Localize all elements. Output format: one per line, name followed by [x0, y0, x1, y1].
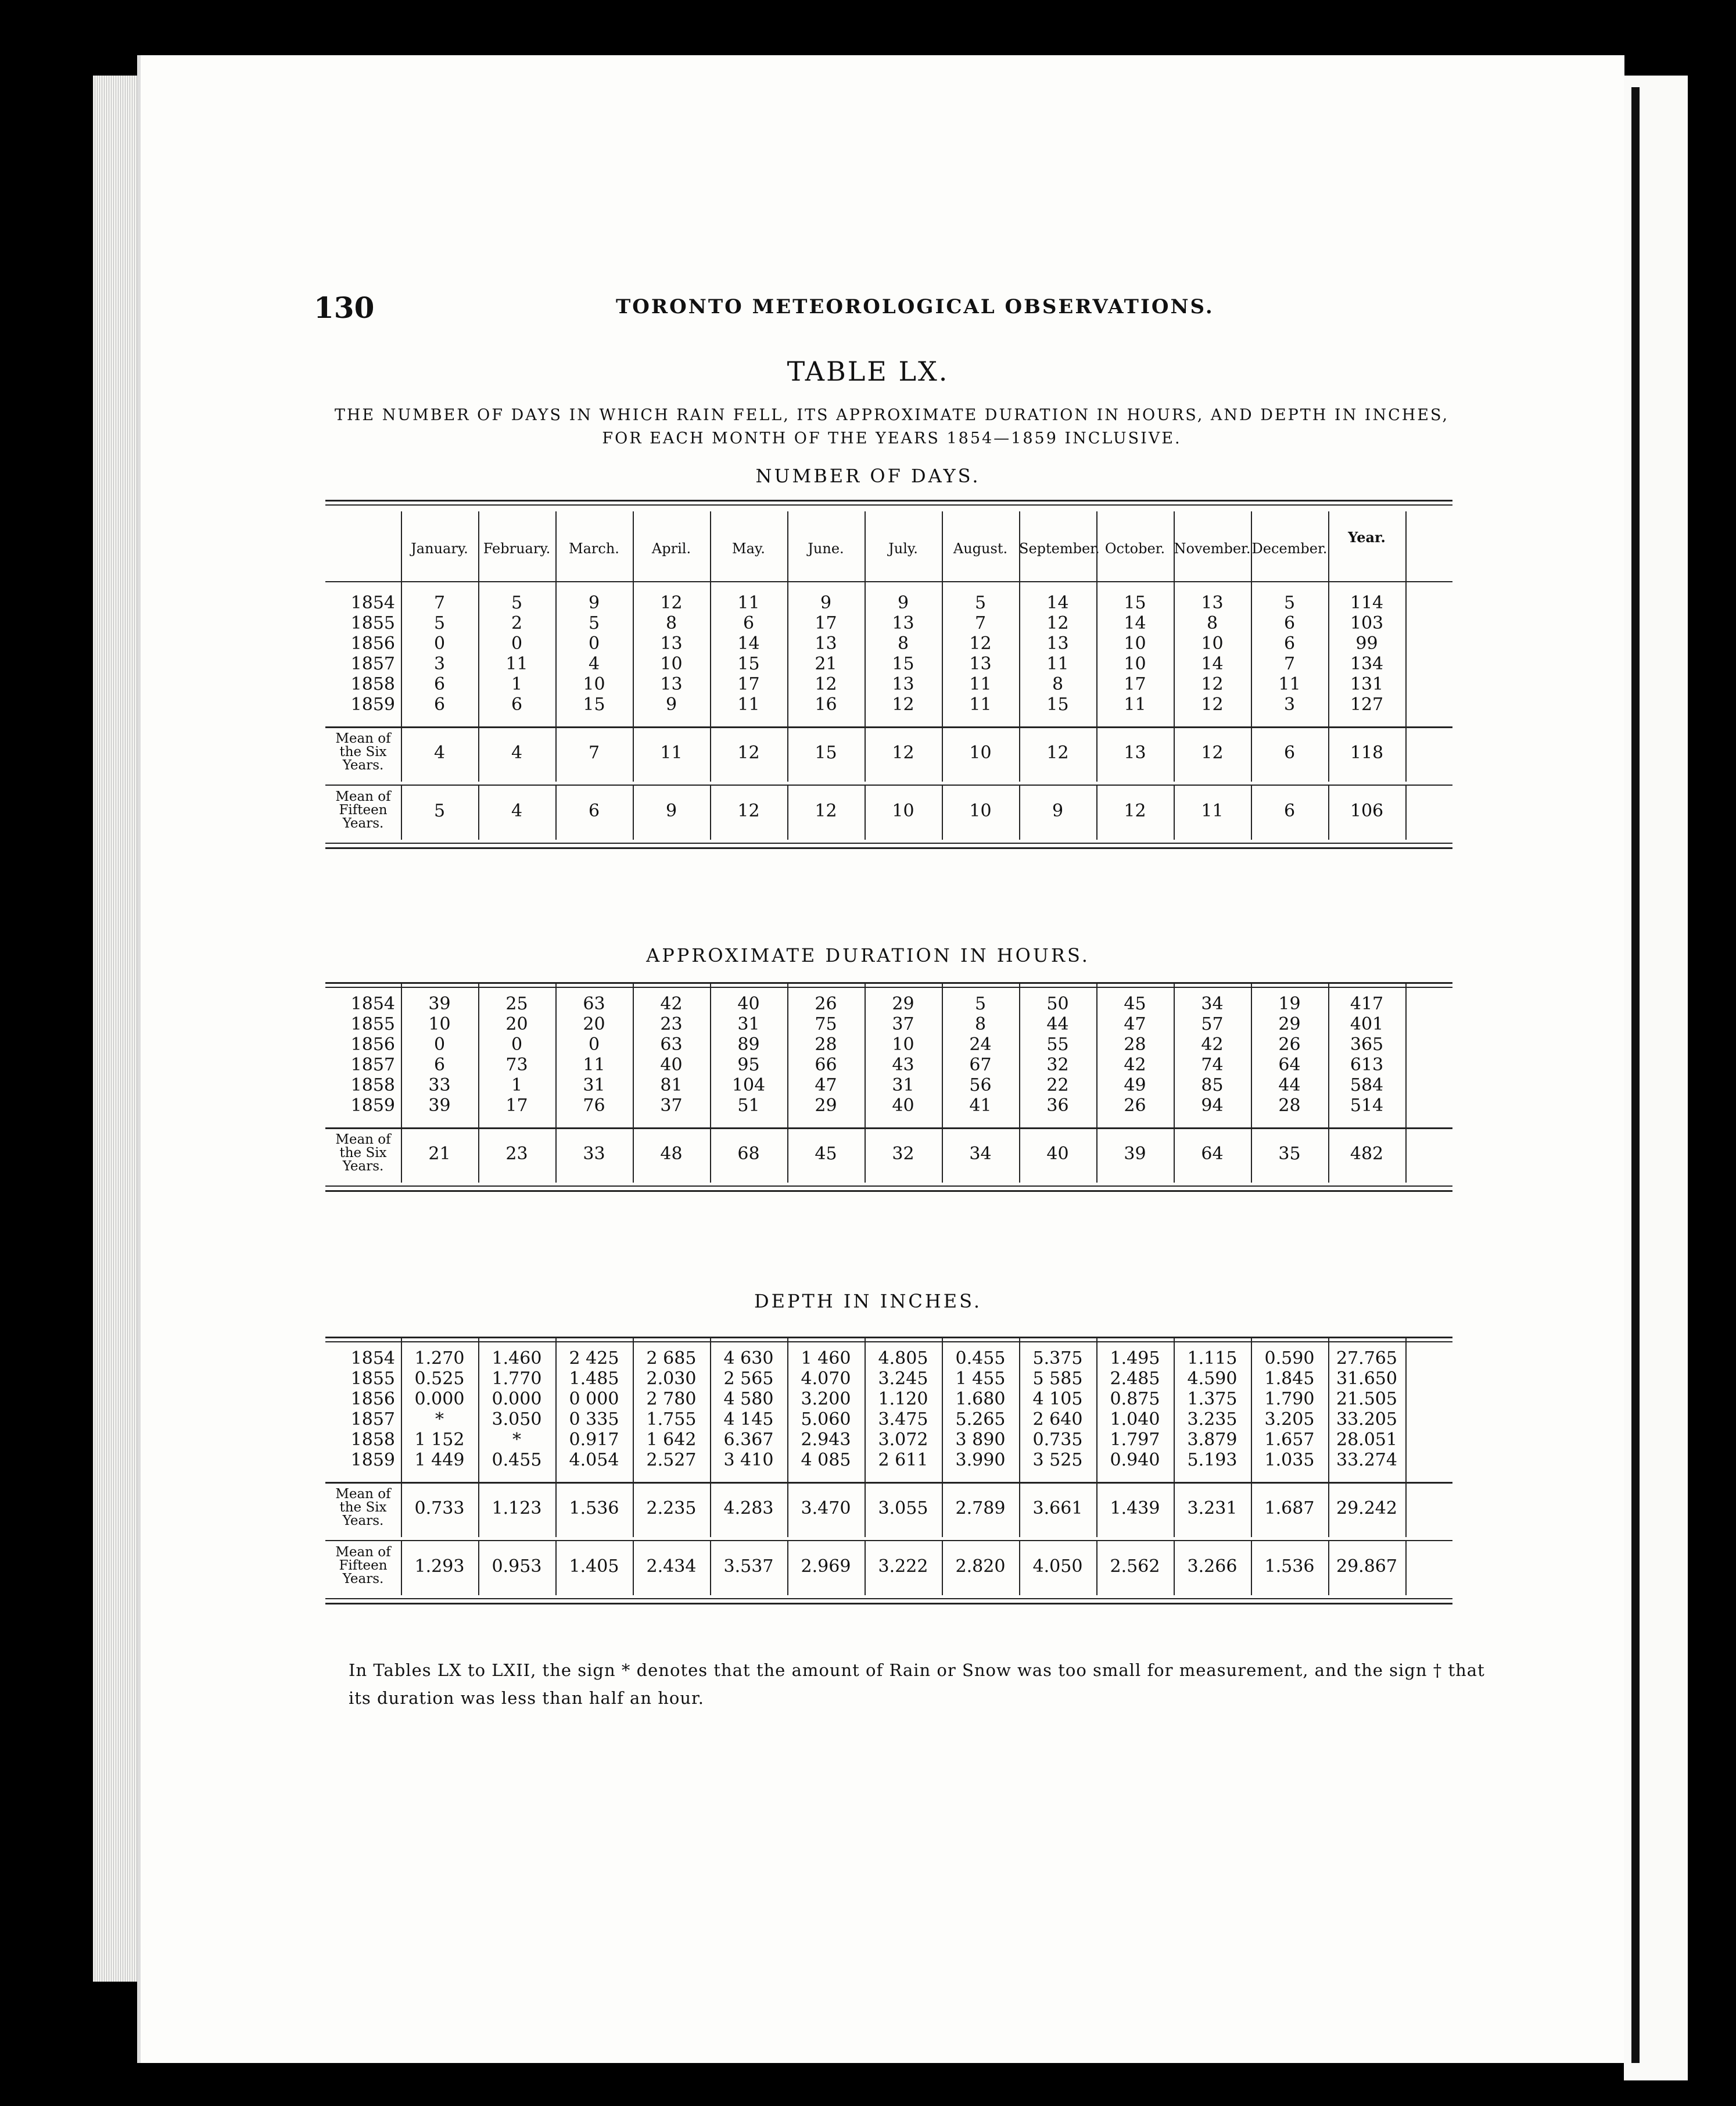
data-column: 27.765 31.650 21.505 33.205 28.051 33.274: [1336, 1348, 1397, 1470]
data-column: 5 2 0 11 1 6: [505, 593, 528, 715]
column-rule: [555, 1482, 557, 1537]
mean-fifteen-years-label: Mean of Fifteen Years.: [335, 789, 391, 831]
mean-six-years-value: 40: [1046, 1144, 1069, 1164]
page-header: [314, 285, 1232, 331]
column-rule: [787, 785, 788, 840]
column-rule: [1019, 1482, 1020, 1537]
footnote: In Tables LX to LXII, the sign * denotes that the amount of Rain or Snow was too small for measurement, and the sign † that its duration was less than half an hour.: [349, 1660, 1485, 1708]
column-rule: [401, 726, 402, 782]
mean-fifteen-years-value: 10: [969, 801, 992, 821]
column-rule: [633, 511, 634, 726]
mean-six-years-value: 4: [511, 743, 523, 763]
data-column: 7 5 0 3 6 6: [433, 593, 446, 715]
mean-fifteen-years-value: 0.953: [492, 1556, 542, 1577]
column-rule: [1096, 982, 1097, 1127]
mean-six-years-value: 1.439: [1110, 1498, 1160, 1518]
column-rule: [1096, 785, 1097, 840]
data-column: 34 57 42 74 85 94: [1201, 994, 1224, 1116]
mean-fifteen-years-value: 2.562: [1110, 1556, 1160, 1577]
mean-fifteen-years-value: 12: [737, 801, 760, 821]
section-title-inches: DEPTH IN INCHES.: [754, 1290, 982, 1312]
mean-six-years-value: 35: [1278, 1144, 1301, 1164]
column-rule: [1405, 1337, 1407, 1482]
mean-fifteen-years-value: 2.434: [646, 1556, 697, 1577]
month-header: August.: [953, 540, 1008, 557]
month-header: March.: [569, 540, 619, 557]
data-column: 5 8 24 67 56 41: [969, 994, 992, 1116]
mean-six-years-rule: [325, 785, 1452, 786]
mean-fifteen-years-label: Mean of Fifteen Years.: [335, 1545, 391, 1586]
mean-fifteen-years-value: 9: [1052, 801, 1064, 821]
column-rule: [1328, 1127, 1329, 1183]
column-rule: [1019, 785, 1020, 840]
month-header: November.: [1174, 540, 1251, 557]
year-labels: 1854 1855 1856 1857 1858 1859: [350, 994, 395, 1116]
mean-fifteen-years-value: 106: [1350, 801, 1384, 821]
bottom-rule: [325, 1190, 1452, 1192]
column-rule: [787, 1482, 788, 1537]
column-rule: [478, 1337, 479, 1482]
column-rule: [1328, 1540, 1329, 1595]
mean-six-years-value: 7: [588, 743, 600, 763]
column-rule: [401, 1127, 402, 1183]
table-duration-hours: [325, 982, 1452, 1255]
mean-fifteen-years-value: 4: [511, 801, 523, 821]
mean-six-years-value: 68: [737, 1144, 760, 1164]
column-rule: [942, 726, 943, 782]
column-rule: [555, 511, 557, 726]
mean-six-years-value: 2.235: [646, 1498, 697, 1518]
column-rule: [710, 1540, 711, 1595]
mean-six-years-value: 118: [1350, 743, 1384, 763]
column-rule: [1096, 511, 1097, 726]
mean-fifteen-years-value: 11: [1201, 801, 1224, 821]
column-rule: [555, 982, 557, 1127]
mean-fifteen-years-value: 5: [433, 801, 446, 821]
column-rule: [401, 1482, 402, 1537]
month-header: June.: [808, 540, 844, 557]
column-rule: [401, 1337, 402, 1482]
mean-six-years-value: 13: [1124, 743, 1146, 763]
running-head: TORONTO METEOROLOGICAL OBSERVATIONS.: [616, 295, 1214, 318]
data-column: 11 6 14 15 17 11: [737, 593, 760, 715]
column-rule: [1328, 511, 1329, 726]
top-rule: [325, 982, 1452, 984]
mean-six-years-value: 1.687: [1264, 1498, 1315, 1518]
mean-six-years-value: 2.789: [955, 1498, 1006, 1518]
table-subtitle: THE NUMBER OF DAYS IN WHICH RAIN FELL, ITS APPROXIMATE DURATION IN HOURS, AND DEPTH IN INCHES, FOR EACH MONTH OF THE YEARS 1854—1859 INCLUSIVE.: [334, 406, 1450, 447]
data-column: 63 20 0 11 31 76: [583, 994, 605, 1116]
column-rule: [555, 1127, 557, 1183]
bottom-rule: [325, 847, 1452, 849]
data-column: 417 401 365 613 584 514: [1350, 994, 1384, 1116]
data-column: 15 14 10 10 17 11: [1124, 593, 1146, 715]
mean-six-years-value: 12: [1046, 743, 1069, 763]
section-title-hours: APPROXIMATE DURATION IN HOURS.: [646, 944, 1090, 966]
column-rule: [1405, 726, 1407, 782]
mean-six-years-value: 6: [1283, 743, 1296, 763]
column-rule: [1019, 511, 1020, 726]
mean-fifteen-years-value: 3.266: [1187, 1556, 1238, 1577]
data-column: 1.270 0.525 0.000 * 1 152 1 449: [414, 1348, 465, 1470]
data-column: 45 47 28 42 49 26: [1124, 994, 1146, 1116]
column-rule: [478, 1127, 479, 1183]
column-rule: [1328, 982, 1329, 1127]
column-rule: [633, 1127, 634, 1183]
data-column: 2 425 1.485 0 000 0 335 0.917 4.054: [569, 1348, 619, 1470]
data-column: 40 31 89 95 104 51: [731, 994, 766, 1116]
mean-six-years-value: 3.055: [878, 1498, 928, 1518]
mean-fifteen-years-value: 29.867: [1336, 1556, 1397, 1577]
column-rule: [1328, 785, 1329, 840]
data-column: 1.495 2.485 0.875 1.040 1.797 0.940: [1110, 1348, 1160, 1470]
column-rule: [1174, 1540, 1175, 1595]
data-rule: [325, 1482, 1452, 1484]
column-rule: [633, 982, 634, 1127]
column-rule: [787, 1127, 788, 1183]
mean-six-years-value: 33: [583, 1144, 605, 1164]
column-rule: [633, 726, 634, 782]
column-rule: [1405, 1127, 1407, 1183]
mean-six-years-value: 12: [1201, 743, 1224, 763]
mean-six-years-value: 34: [969, 1144, 992, 1164]
column-rule: [401, 1540, 402, 1595]
data-column: 9 5 0 4 10 15: [583, 593, 605, 715]
column-rule: [1019, 1127, 1020, 1183]
data-column: 1.115 4.590 1.375 3.235 3.879 5.193: [1187, 1348, 1238, 1470]
mean-six-years-value: 1.536: [569, 1498, 619, 1518]
table-number-of-days: [325, 500, 1452, 901]
mean-fifteen-years-value: 12: [1124, 801, 1146, 821]
column-rule: [942, 982, 943, 1127]
column-rule: [1251, 982, 1252, 1127]
column-rule: [1096, 726, 1097, 782]
column-rule: [1019, 982, 1020, 1127]
mean-fifteen-years-rule: [325, 843, 1452, 844]
column-rule: [942, 785, 943, 840]
month-header: February.: [483, 540, 551, 557]
column-rule: [1405, 982, 1407, 1127]
column-rule: [865, 785, 866, 840]
mean-fifteen-years-value: 1.405: [569, 1556, 619, 1577]
data-column: 42 23 63 40 81 37: [660, 994, 683, 1116]
mean-six-years-label: Mean of the Six Years.: [335, 1487, 391, 1528]
mean-six-years-value: 32: [892, 1144, 914, 1164]
mean-fifteen-years-rule: [325, 1598, 1452, 1599]
top-rule: [325, 500, 1452, 502]
data-column: 4 630 2 565 4 580 4 145 6.367 3 410: [723, 1348, 774, 1470]
top-rule-2: [325, 987, 1452, 988]
data-rule: [325, 1127, 1452, 1129]
data-column: 0.590 1.845 1.790 3.205 1.657 1.035: [1264, 1348, 1315, 1470]
mean-six-years-value: 39: [1124, 1144, 1146, 1164]
column-rule: [787, 1337, 788, 1482]
header-rule: [325, 581, 1452, 582]
column-rule: [865, 511, 866, 726]
column-rule: [1328, 1337, 1329, 1482]
column-rule: [710, 1482, 711, 1537]
column-rule: [1096, 1337, 1097, 1482]
column-rule: [478, 726, 479, 782]
mean-six-years-label: Mean of the Six Years.: [335, 731, 391, 773]
mean-fifteen-years-value: 1.536: [1264, 1556, 1315, 1577]
mean-six-years-value: 4: [433, 743, 446, 763]
data-column: 5.375 5 585 4 105 2 640 0.735 3 525: [1032, 1348, 1083, 1470]
year-labels: 1854 1855 1856 1857 1858 1859: [350, 1348, 395, 1470]
month-header: July.: [888, 540, 918, 557]
column-rule: [787, 1540, 788, 1595]
column-rule: [633, 1482, 634, 1537]
data-column: 114 103 99 134 131 127: [1350, 593, 1384, 715]
data-column: 2 685 2.030 2 780 1.755 1 642 2.527: [646, 1348, 697, 1470]
column-rule: [787, 982, 788, 1127]
month-header: October.: [1104, 540, 1165, 557]
column-rule: [555, 726, 557, 782]
column-rule: [401, 511, 402, 726]
column-rule: [401, 982, 402, 1127]
column-rule: [1405, 511, 1407, 726]
mean-six-years-value: 29.242: [1336, 1498, 1397, 1518]
month-header: January.: [411, 540, 468, 557]
data-column: 4.805 3.245 1.120 3.475 3.072 2 611: [878, 1348, 928, 1470]
mean-six-years-value: 12: [892, 743, 914, 763]
data-column: 1.460 1.770 0.000 3.050 * 0.455: [492, 1348, 542, 1470]
data-column: 9 13 8 15 13 12: [892, 593, 914, 715]
month-header: September.: [1019, 540, 1100, 557]
data-column: 1 460 4.070 3.200 5.060 2.943 4 085: [801, 1348, 851, 1470]
column-rule: [478, 511, 479, 726]
mean-fifteen-years-value: 9: [665, 801, 677, 821]
column-rule: [942, 1337, 943, 1482]
column-rule: [1174, 1127, 1175, 1183]
section-title-days: NUMBER OF DAYS.: [755, 465, 981, 487]
month-header: April.: [651, 540, 691, 557]
data-column: 39 10 0 6 33 39: [428, 994, 451, 1116]
column-rule: [1251, 1482, 1252, 1537]
column-rule: [633, 1540, 634, 1595]
column-rule: [710, 1337, 711, 1482]
top-rule-2: [325, 1341, 1452, 1342]
column-rule: [401, 785, 402, 840]
column-rule: [865, 1127, 866, 1183]
data-column: 5 7 12 13 11 11: [969, 593, 992, 715]
mean-fifteen-years-value: 2.820: [955, 1556, 1006, 1577]
column-rule: [478, 982, 479, 1127]
column-rule: [1019, 726, 1020, 782]
column-rule: [865, 1337, 866, 1482]
mean-six-years-value: 4.283: [723, 1498, 774, 1518]
column-rule: [478, 785, 479, 840]
column-rule: [633, 785, 634, 840]
data-column: 25 20 0 73 1 17: [505, 994, 528, 1116]
column-rule: [1251, 1540, 1252, 1595]
column-rule: [1405, 1540, 1407, 1595]
column-rule: [1019, 1540, 1020, 1595]
column-rule: [787, 511, 788, 726]
column-rule: [865, 726, 866, 782]
column-rule: [865, 982, 866, 1127]
data-column: 29 37 10 43 31 40: [892, 994, 914, 1116]
column-rule: [1251, 726, 1252, 782]
top-rule-2: [325, 504, 1452, 506]
year-labels: 1854 1855 1856 1857 1858 1859: [350, 593, 395, 715]
column-rule: [1405, 1482, 1407, 1537]
column-rule: [710, 726, 711, 782]
year-header: Year.: [1348, 529, 1386, 546]
mean-fifteen-years-value: 4.050: [1032, 1556, 1083, 1577]
mean-six-years-value: 482: [1350, 1144, 1384, 1164]
data-column: 19 29 26 64 44 28: [1278, 994, 1301, 1116]
mean-six-years-value: 1.123: [492, 1498, 542, 1518]
column-rule: [555, 1540, 557, 1595]
column-rule: [1328, 726, 1329, 782]
column-rule: [942, 1482, 943, 1537]
column-rule: [555, 1337, 557, 1482]
mean-fifteen-years-value: 10: [892, 801, 914, 821]
mean-six-years-value: 21: [428, 1144, 451, 1164]
data-column: 13 8 10 14 12 12: [1201, 593, 1224, 715]
column-rule: [942, 511, 943, 726]
month-header: May.: [732, 540, 765, 557]
column-rule: [1096, 1127, 1097, 1183]
column-rule: [1251, 1127, 1252, 1183]
column-rule: [710, 1127, 711, 1183]
column-rule: [1174, 1482, 1175, 1537]
table-title: TABLE LX.: [787, 356, 949, 387]
mean-six-years-rule: [325, 1185, 1452, 1187]
page-number: 130: [314, 291, 375, 325]
column-rule: [555, 785, 557, 840]
mean-six-years-value: 10: [969, 743, 992, 763]
mean-six-years-value: 45: [815, 1144, 837, 1164]
mean-fifteen-years-value: 6: [588, 801, 600, 821]
data-column: 5 6 6 7 11 3: [1278, 593, 1301, 715]
column-rule: [1174, 726, 1175, 782]
mean-fifteen-years-value: 12: [815, 801, 837, 821]
data-column: 26 75 28 66 47 29: [815, 994, 837, 1116]
column-rule: [1251, 1337, 1252, 1482]
data-column: 9 17 13 21 12 16: [815, 593, 837, 715]
mean-six-years-value: 0.733: [414, 1498, 465, 1518]
column-rule: [1174, 982, 1175, 1127]
column-rule: [1174, 511, 1175, 726]
mean-six-years-value: 3.470: [801, 1498, 851, 1518]
column-rule: [478, 1540, 479, 1595]
month-header: December.: [1251, 540, 1328, 557]
column-rule: [1019, 1337, 1020, 1482]
mean-fifteen-years-value: 3.222: [878, 1556, 928, 1577]
bottom-rule: [325, 1603, 1452, 1604]
column-rule: [1096, 1482, 1097, 1537]
data-column: 50 44 55 32 22 36: [1046, 994, 1069, 1116]
column-rule: [787, 726, 788, 782]
column-rule: [1251, 785, 1252, 840]
column-rule: [710, 511, 711, 726]
column-rule: [1405, 785, 1407, 840]
mean-fifteen-years-value: 2.969: [801, 1556, 851, 1577]
column-rule: [710, 785, 711, 840]
mean-six-years-value: 15: [815, 743, 837, 763]
column-rule: [1251, 511, 1252, 726]
column-rule: [942, 1540, 943, 1595]
column-rule: [942, 1127, 943, 1183]
data-column: 0.455 1 455 1.680 5.265 3 890 3.990: [955, 1348, 1006, 1470]
column-rule: [710, 982, 711, 1127]
mean-six-years-value: 3.231: [1187, 1498, 1238, 1518]
top-rule: [325, 1337, 1452, 1338]
column-rule: [865, 1482, 866, 1537]
mean-six-years-value: 64: [1201, 1144, 1224, 1164]
data-column: 14 12 13 11 8 15: [1046, 593, 1069, 715]
mean-fifteen-years-value: 1.293: [414, 1556, 465, 1577]
column-rule: [1096, 1540, 1097, 1595]
mean-six-years-label: Mean of the Six Years.: [335, 1132, 391, 1174]
mean-six-years-value: 23: [505, 1144, 528, 1164]
column-rule: [865, 1540, 866, 1595]
column-rule: [1174, 785, 1175, 840]
mean-six-years-value: 48: [660, 1144, 683, 1164]
mean-six-years-rule: [325, 1540, 1452, 1541]
column-rule: [1174, 1337, 1175, 1482]
mean-six-years-value: 11: [660, 743, 683, 763]
table-depth-inches: [325, 1337, 1452, 1645]
mean-fifteen-years-value: 3.537: [723, 1556, 774, 1577]
mean-six-years-value: 3.661: [1032, 1498, 1083, 1518]
column-rule: [478, 1482, 479, 1537]
data-rule: [325, 726, 1452, 728]
column-rule: [633, 1337, 634, 1482]
column-rule: [1328, 1482, 1329, 1537]
mean-six-years-value: 12: [737, 743, 760, 763]
mean-fifteen-years-value: 6: [1283, 801, 1296, 821]
data-column: 12 8 13 10 13 9: [660, 593, 683, 715]
